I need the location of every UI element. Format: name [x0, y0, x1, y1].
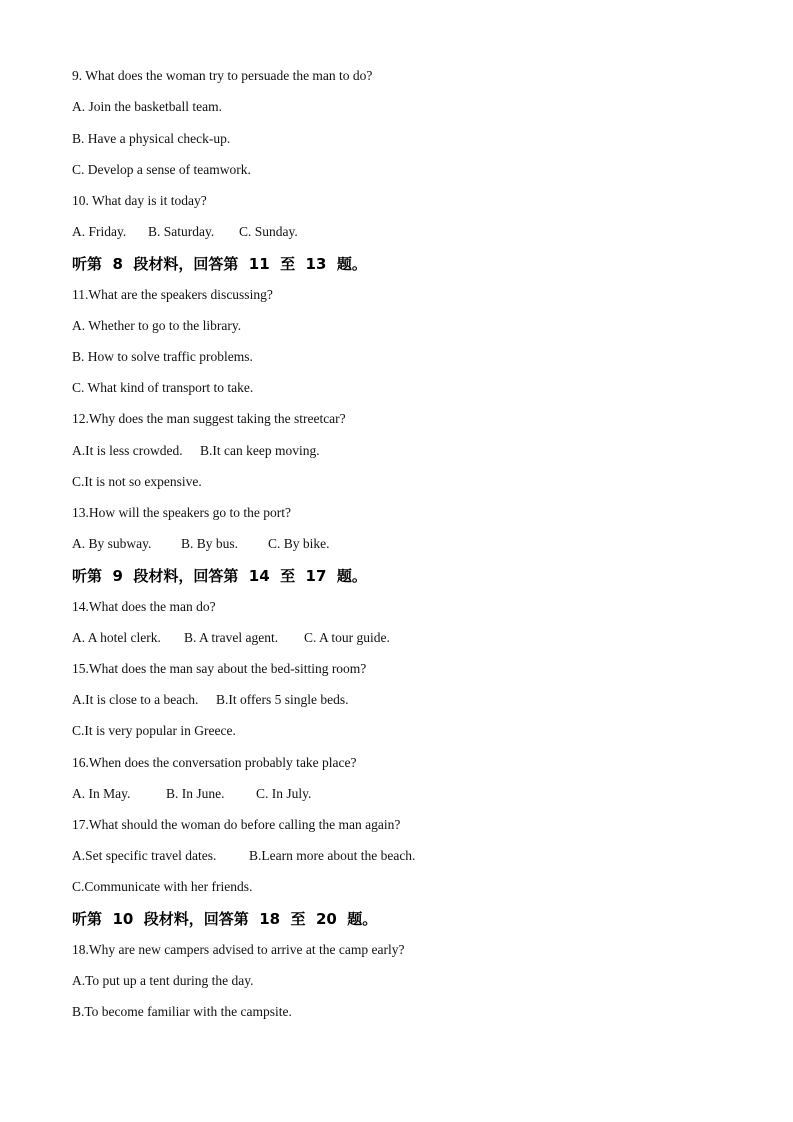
- option-15b: B.It offers 5 single beds.: [216, 692, 349, 707]
- options-10: [72, 223, 298, 241]
- option-16a: A. In May.: [72, 786, 131, 801]
- question-14: 14.What does the man do?: [72, 599, 216, 614]
- option-16b: B. In June.: [166, 786, 225, 801]
- option-12b: B.It can keep moving.: [200, 443, 320, 458]
- option-13c: C. By bike.: [268, 536, 330, 551]
- options-14: [72, 629, 390, 647]
- option-14c: C. A tour guide.: [304, 630, 390, 645]
- section-heading-8: 听第 8 段材料，回答第 11 至 13 题。: [72, 255, 367, 273]
- option-14b: B. A travel agent.: [184, 630, 279, 645]
- option-9b: B. Have a physical check-up.: [72, 131, 231, 146]
- option-9c: C. Develop a sense of teamwork.: [72, 162, 251, 177]
- option-14a: A. A hotel clerk.: [72, 630, 161, 645]
- options-17: [72, 847, 415, 865]
- question-10: 10. What day is it today?: [72, 193, 207, 208]
- option-17b: B.Learn more about the beach.: [249, 848, 416, 863]
- question-18: 18.Why are new campers advised to arrive at the camp early?: [72, 942, 405, 957]
- options-16: [72, 785, 311, 803]
- option-15c: C.It is very popular in Greece.: [72, 723, 236, 738]
- option-12a: A.It is less crowded.: [72, 443, 183, 458]
- option-11b: B. How to solve traffic problems.: [72, 349, 253, 364]
- option-13a: A. By subway.: [72, 536, 152, 551]
- question-13: 13.How will the speakers go to the port?: [72, 505, 291, 520]
- options-13: [72, 535, 330, 553]
- option-16c: C. In July.: [256, 786, 312, 801]
- question-17: 17.What should the woman do before calling the man again?: [72, 817, 401, 832]
- option-18b: B.To become familiar with the campsite.: [72, 1004, 292, 1019]
- question-16: 16.When does the conversation probably take place?: [72, 755, 357, 770]
- question-15: 15.What does the man say about the bed-sitting room?: [72, 661, 367, 676]
- options-12: [72, 442, 320, 460]
- option-9a: A. Join the basketball team.: [72, 99, 222, 114]
- option-17c: C.Communicate with her friends.: [72, 879, 253, 894]
- option-11c: C. What kind of transport to take.: [72, 380, 254, 395]
- option-13b: B. By bus.: [181, 536, 239, 551]
- option-11a: A. Whether to go to the library.: [72, 318, 242, 333]
- option-10a: A. Friday.: [72, 224, 127, 239]
- option-10c: C. Sunday.: [239, 224, 298, 239]
- options-15: [72, 691, 348, 709]
- question-12: 12.Why does the man suggest taking the streetcar?: [72, 411, 346, 426]
- question-11: 11.What are the speakers discussing?: [72, 287, 273, 302]
- question-9: 9. What does the woman try to persuade the man to do?: [72, 68, 373, 83]
- option-17a: A.Set specific travel dates.: [72, 848, 217, 863]
- option-18a: A.To put up a tent during the day.: [72, 973, 254, 988]
- option-12c: C.It is not so expensive.: [72, 474, 202, 489]
- option-10b: B. Saturday.: [148, 224, 215, 239]
- section-heading-10: 听第 10 段材料，回答第 18 至 20 题。: [72, 910, 378, 928]
- section-heading-9: 听第 9 段材料，回答第 14 至 17 题。: [72, 567, 367, 585]
- option-15a: A.It is close to a beach.: [72, 692, 199, 707]
